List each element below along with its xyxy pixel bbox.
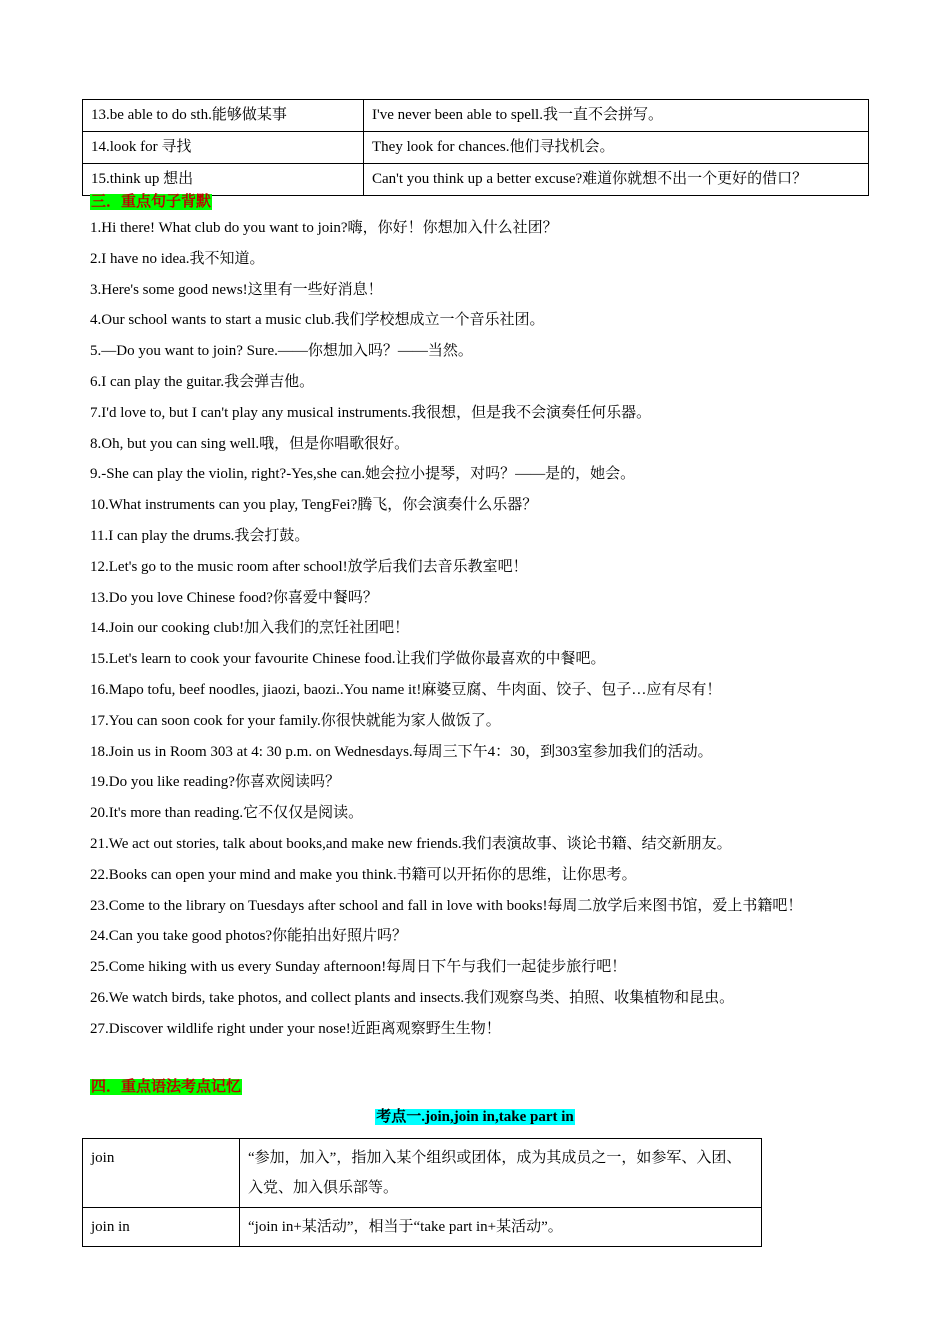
sentence-item: 21.We act out stories, talk about books,and make new friends.我们表演故事、谈论书籍、结交新朋友。 xyxy=(90,835,732,852)
sentence-item: 23.Come to the library on Tuesdays after school and fall in love with books!每周二放学后来图书馆，爱上书籍吧！ xyxy=(90,897,803,914)
explanation-cell: “join in+某活动”，相当于“take part in+某活动”。 xyxy=(240,1208,762,1247)
sentence-item: 12.Let's go to the music room after school!放学后我们去音乐教室吧！ xyxy=(90,558,528,575)
grammar-table xyxy=(82,1138,762,1247)
sentence-item: 8.Oh, but you can sing well.哦，但是你唱歌很好。 xyxy=(90,435,410,452)
sentence-item: 17.You can soon cook for your family.你很快就能为家人做饭了。 xyxy=(90,712,501,729)
sentence-item: 26.We watch birds, take photos, and collect plants and insects.我们观察鸟类、拍照、收集植物和昆虫。 xyxy=(90,989,735,1006)
sentence-item: 10.What instruments can you play, TengFei?腾飞，你会演奏什么乐器？ xyxy=(90,497,538,514)
sentence-item: 20.It's more than reading.它不仅仅是阅读。 xyxy=(90,805,364,822)
sentence-item: 4.Our school wants to start a music club.我们学校想成立一个音乐社团。 xyxy=(90,312,545,329)
phrase-cell: 15.think up 想出 xyxy=(83,164,364,196)
table-row xyxy=(83,1208,762,1247)
sentence-item: 15.Let's learn to cook your favourite Chinese food.让我们学做你最喜欢的中餐吧。 xyxy=(90,651,606,668)
explanation-cell: “参加，加入”，指加入某个组织或团体，成为其成员之一，如参军、入团、入党、加入俱乐部等。 xyxy=(240,1139,762,1208)
sentence-item: 25.Come hiking with us every Sunday afternoon!每周日下午与我们一起徒步旅行吧！ xyxy=(90,959,627,976)
sentence-item: 5.—Do you want to join? Sure.——你想加入吗？——当然。 xyxy=(90,343,473,360)
vocabulary-table xyxy=(82,99,869,196)
term-cell: join xyxy=(83,1139,240,1208)
sentence-item: 1.Hi there! What club do you want to join?嗨，你好！你想加入什么社团？ xyxy=(90,220,558,236)
section-heading-grammar: 四．重点语法考点记忆 xyxy=(91,1079,242,1095)
sentence-item: 3.Here's some good news!这里有一些好消息！ xyxy=(90,281,383,298)
sentence-item: 9.-She can play the violin, right?-Yes,she can.她会拉小提琴，对吗？——是的，她会。 xyxy=(90,466,636,483)
topic-title: 考点一.join,join in,take part in xyxy=(376,1109,574,1125)
sentence-item: 27.Discover wildlife right under your nose!近距离观察野生生物！ xyxy=(90,1020,501,1037)
sentence-item: 16.Mapo tofu, beef noodles, jiaozi, baozi..You name it!麻婆豆腐、牛肉面、饺子、包子…应有尽有！ xyxy=(90,681,722,698)
table-row xyxy=(83,132,869,164)
sentence-item: 24.Can you take good photos?你能拍出好照片吗？ xyxy=(90,928,408,945)
phrase-cell: 14.look for 寻找 xyxy=(83,132,364,164)
sentence-list xyxy=(90,213,860,1045)
sentence-item: 22.Books can open your mind and make you think.书籍可以开拓你的思维，让你思考。 xyxy=(90,866,637,883)
table-row xyxy=(83,100,869,132)
example-cell: They look for chances.他们寻找机会。 xyxy=(364,132,869,164)
sentence-item: 7.I'd love to, but I can't play any musical instruments.我很想，但是我不会演奏任何乐器。 xyxy=(90,404,652,421)
example-cell: I've never been able to spell.我一直不会拼写。 xyxy=(364,100,869,132)
sentence-item: 18.Join us in Room 303 at 4: 30 p.m. on Wednesdays.每周三下午4：30，到303室参加我们的活动。 xyxy=(90,743,713,760)
phrase-cell: 13.be able to do sth.能够做某事 xyxy=(83,100,364,132)
section-heading-sentences: 三．重点句子背默 xyxy=(91,194,212,210)
sentence-item: 19.Do you like reading?你喜欢阅读吗？ xyxy=(90,774,340,791)
term-cell: join in xyxy=(83,1208,240,1247)
sentence-item: 14.Join our cooking club!加入我们的烹饪社团吧！ xyxy=(90,620,410,637)
table-row xyxy=(83,1139,762,1208)
sentence-item: 13.Do you love Chinese food?你喜爱中餐吗？ xyxy=(90,589,378,606)
example-cell: Can't you think up a better excuse?难道你就想不出一个更好的借口？ xyxy=(364,164,869,196)
sentence-item: 11.I can play the drums.我会打鼓。 xyxy=(90,527,310,544)
sentence-item: 6.I can play the guitar.我会弹吉他。 xyxy=(90,373,315,390)
sentence-item: 2.I have no idea.我不知道。 xyxy=(90,250,265,267)
